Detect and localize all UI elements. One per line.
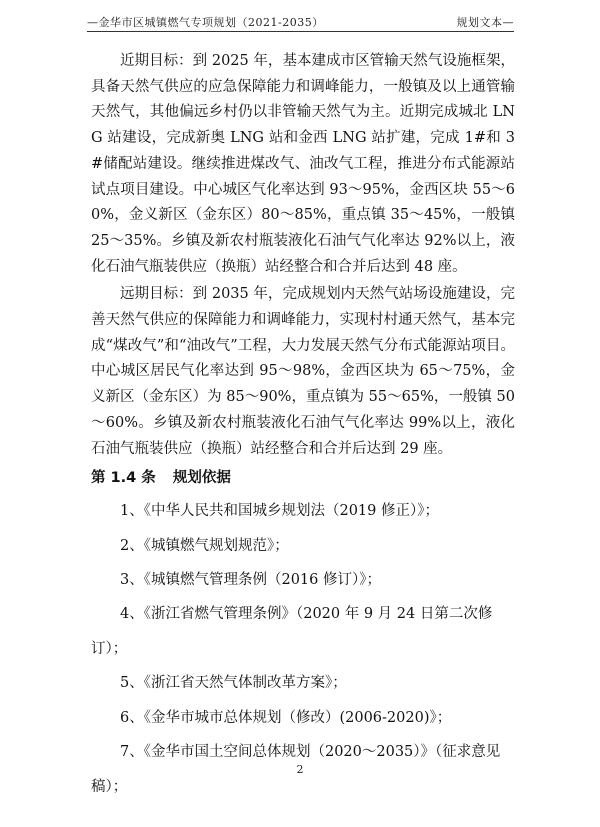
header-rule [87, 31, 514, 32]
section-heading [91, 465, 515, 491]
list-item: 5、《浙江省天然气体制改革方案》； [120, 675, 347, 692]
planning-basis-list [91, 494, 515, 804]
list-item: 4、《浙江省燃气管理条例》（2020 年 9 月 24 日第二次修订）； [91, 606, 493, 657]
header-title: —金华市区城镇燃气专项规划（2021-2035） [87, 16, 324, 29]
page-header [87, 10, 514, 30]
list-item: 6、《金华市城市总体规划（修改）(2006-2020)》； [120, 709, 452, 726]
list-item: 7、《金华市国土空间总体规划（2020～2035）》（征求意见稿）； [91, 744, 501, 795]
near-term-goal-paragraph: 近期目标：到 2025 年，基本建成市区管输天然气设施框架，具备天然气供应的应急保障能力和调峰能力，一般镇及以上通管输天然气，其他偏远乡村仍以非管输天然气为主。近期完成城北 LNG 站建设，完成新奥 LNG 站和金西 LNG 站扩建，完成 1#和 3#储配站建设。继续推进煤改气、油改气工程，推进分布式能源站试点项目建设。中心城区气化率达到 93～95%，金西区块 55～60%，金义新区（金东区）80～85%，重点镇 35～45%，一般镇 25～35%。乡镇及新农村瓶装液化石油气气化率达 92%以上，液化石油气瓶装供应（换瓶）站经整合和合并后达到 48 座。 [91, 53, 515, 275]
list-item: 1、《中华人民共和国城乡规划法（2019 修正）》； [120, 503, 439, 520]
list-item: 3、《城镇燃气管理条例（2016 修订）》； [120, 572, 381, 589]
section-title: 规划依据 [172, 470, 231, 487]
header-doc-type: 规划文本— [456, 16, 514, 29]
long-term-goal-paragraph: 远期目标：到 2035 年，完成规划内天然气站场设施建设，完善天然气供应的保障能力和调峰能力，实现村村通天然气，基本完成“煤改气”和“油改气”工程，大力发展天然气分布式能源站项目。中心城区居民气化率达到 95～98%，金西区块为 65～75%，金义新区（金东区）为 85～90%，重点镇为 55～65%，一般镇 50～60%。乡镇及新农村瓶装液化石油气气化率达 99%以上，液化石油气瓶装供应（换瓶）站经整合和合并后达到 29 座。 [91, 286, 515, 457]
section-number: 第 1.4 条 [91, 470, 156, 487]
list-item: 2、《城镇燃气规划规范》； [120, 537, 289, 554]
page-number: 2 [296, 763, 304, 776]
document-body [91, 49, 515, 804]
